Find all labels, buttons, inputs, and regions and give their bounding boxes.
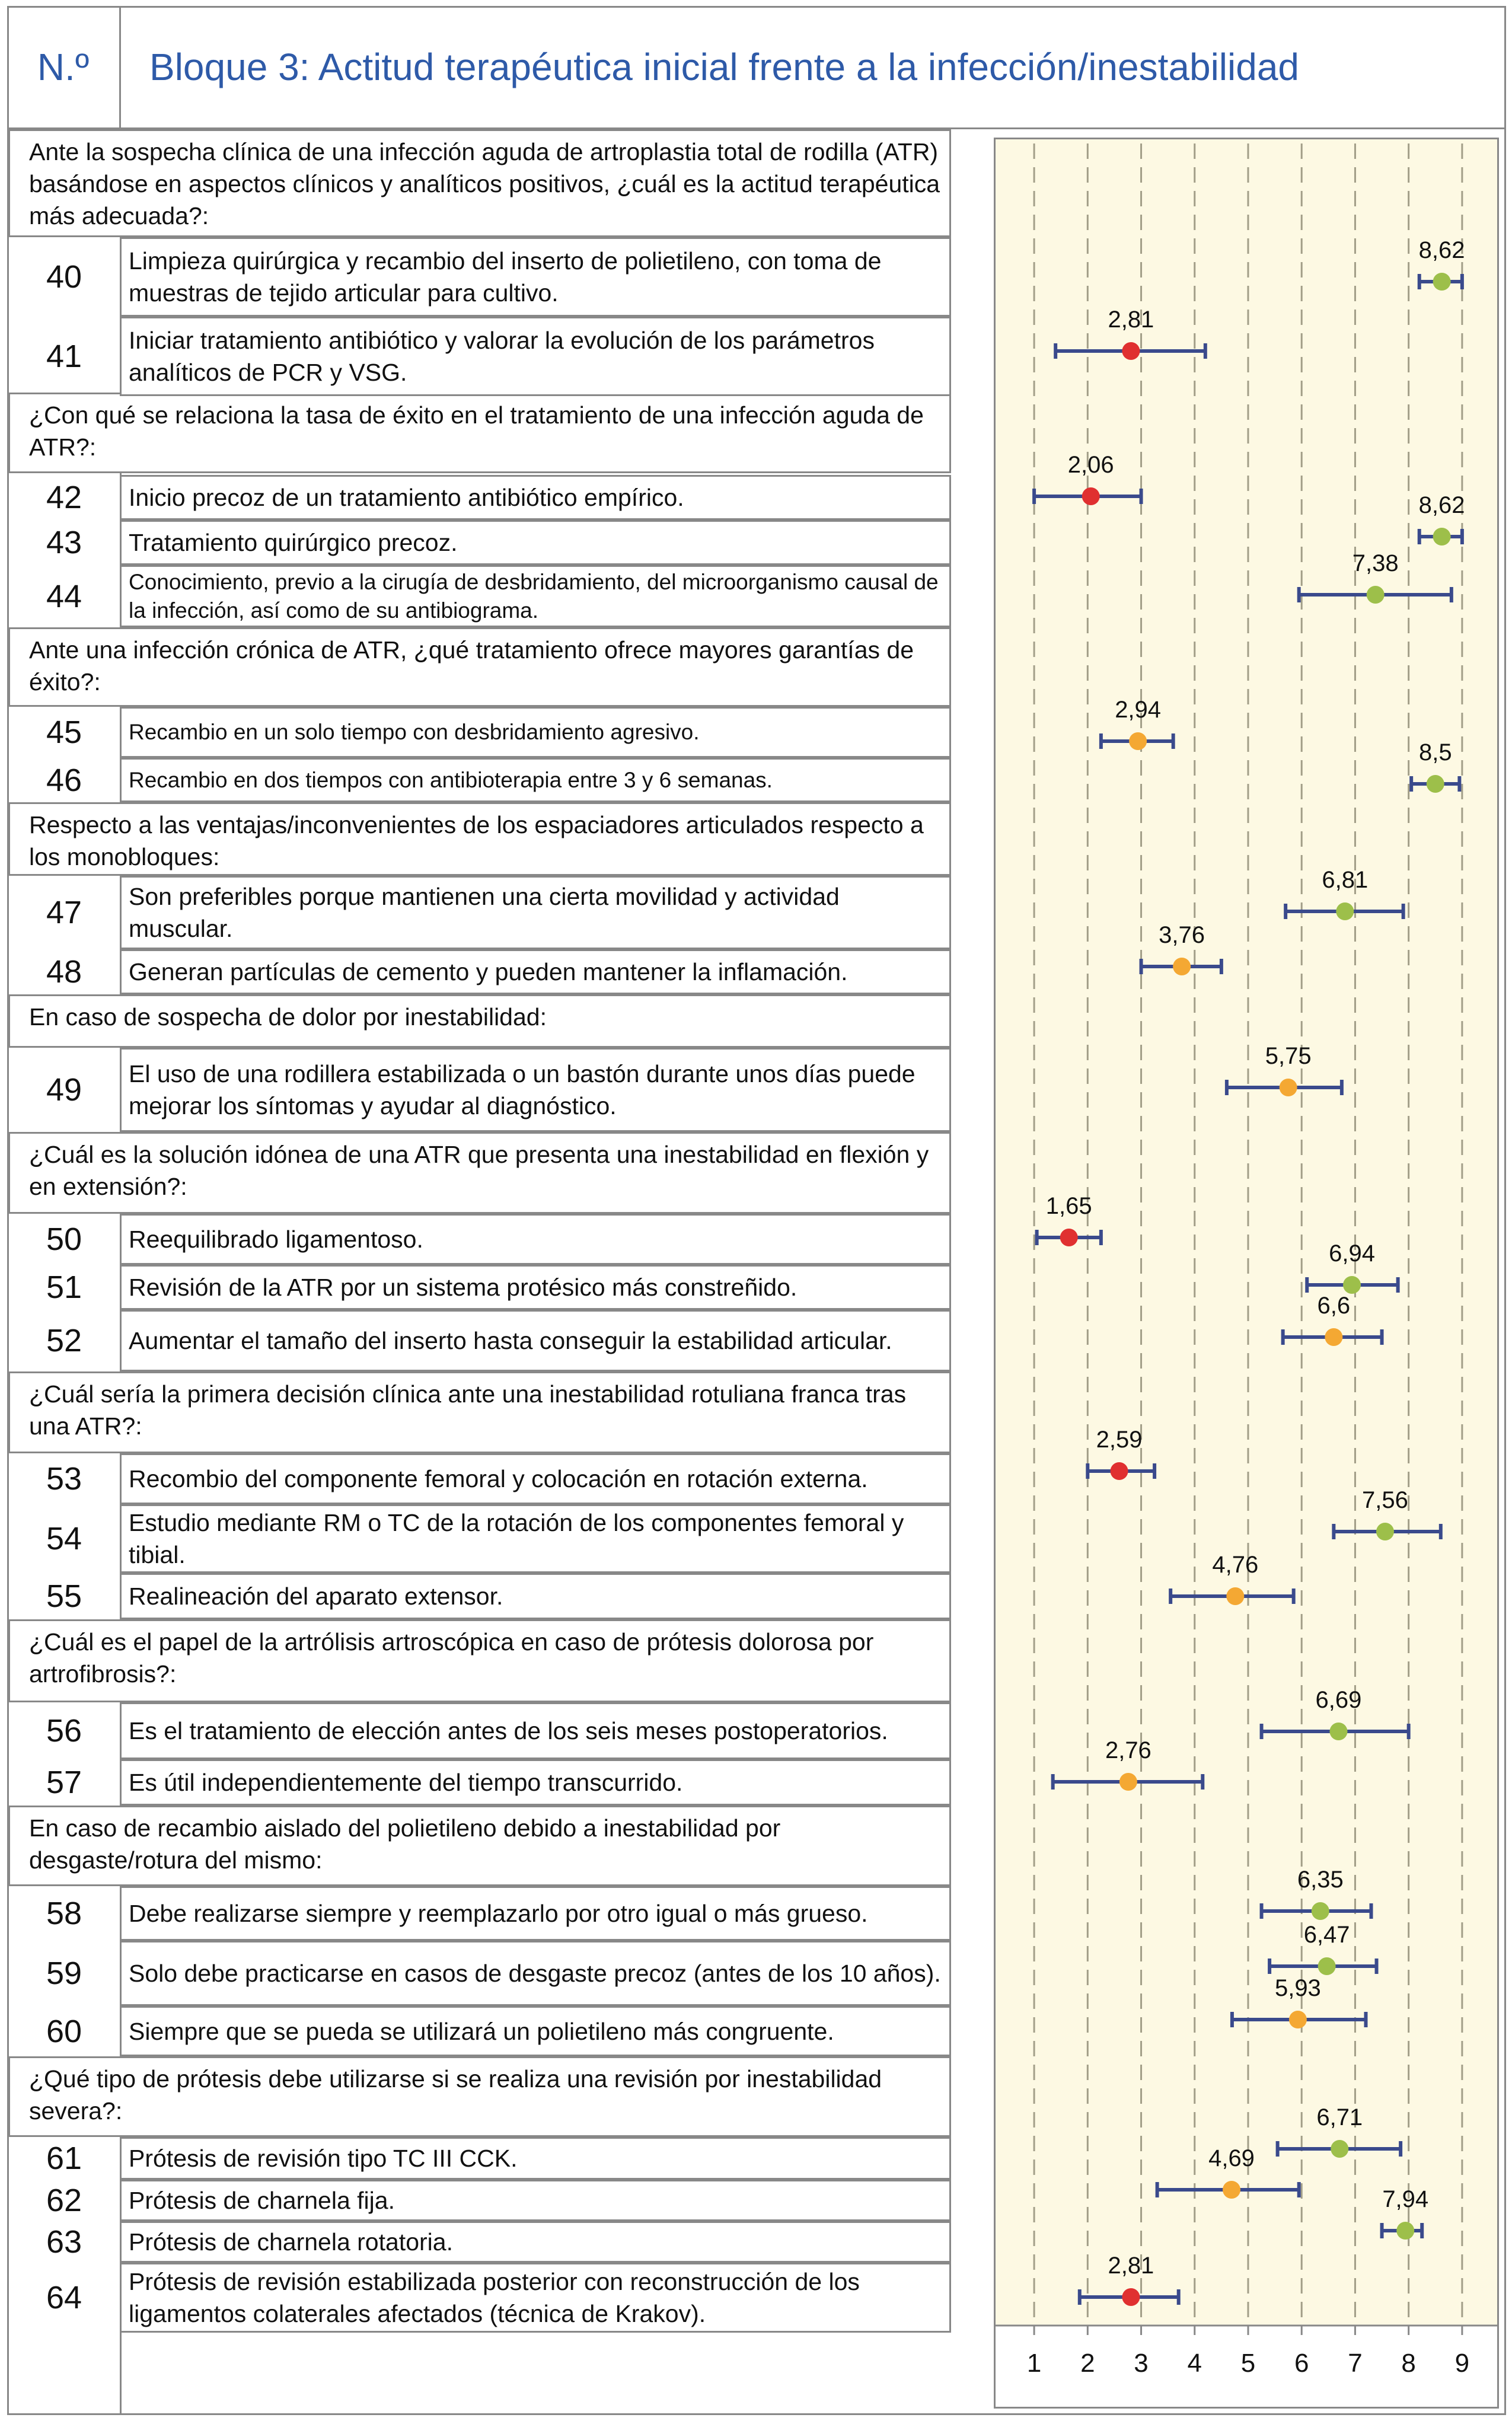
data-label-41: 2,81 [1108, 307, 1154, 333]
item-statement: Son preferibles porque mantienen una cierta movilidad y actividad muscular. [120, 876, 951, 949]
item-statement: Iniciar tratamiento antibiótico y valorar la evolución de los parámetros analíticos de PCR y VSG. [120, 317, 951, 396]
item-statement: Revisión de la ATR por un sistema protésico más constreñido. [120, 1265, 951, 1310]
data-label-54: 7,56 [1362, 1487, 1408, 1513]
item-number: 46 [46, 762, 82, 798]
question-row: Ante una infección crónica de ATR, ¿qué tratamiento ofrece mayores garantías de éxito?: [8, 627, 951, 707]
x-tick-label: 2 [1080, 2349, 1095, 2378]
item-number: 49 [46, 1072, 82, 1108]
data-label-48: 3,76 [1159, 922, 1205, 948]
page-title: Bloque 3: Actitud terapéutica inicial frente a la infección/inestabilidad [149, 45, 1299, 88]
item-statement: Tratamiento quirúrgico precoz. [120, 520, 951, 565]
data-label-51: 6,94 [1329, 1240, 1375, 1267]
median-point-60 [1289, 2011, 1307, 2028]
item-statement: Es útil independientemente del tiempo transcurrido. [120, 1759, 951, 1806]
item-statement: Recambio en un solo tiempo con desbridamiento agresivo. [120, 707, 951, 758]
median-point-49 [1280, 1079, 1297, 1096]
item-statement: Estudio mediante RM o TC de la rotación de los componentes femoral y tibial. [120, 1504, 951, 1573]
x-tick-label: 4 [1187, 2349, 1202, 2378]
data-label-40: 8,62 [1418, 237, 1465, 263]
item-number: 44 [46, 578, 82, 614]
median-point-46 [1427, 775, 1444, 793]
data-label-62: 4,69 [1208, 2145, 1255, 2171]
data-label-64: 2,81 [1108, 2253, 1154, 2279]
median-point-45 [1129, 732, 1147, 750]
question-row: Ante la sospecha clínica de una infección aguda de artroplastia total de rodilla (ATR) basándose en aspectos clínicos y analíticos positivos, ¿cuál es la actitud terapéutica más adecuada?: [8, 129, 951, 237]
data-label-46: 8,5 [1418, 739, 1452, 765]
item-statement: Aumentar el tamaño del inserto hasta conseguir la estabilidad articular. [120, 1310, 951, 1371]
item-number: 41 [46, 339, 82, 374]
item-number: 57 [46, 1765, 82, 1800]
item-number: 40 [46, 259, 82, 295]
data-label-42: 2,06 [1067, 452, 1114, 478]
data-label-52: 6,6 [1317, 1293, 1351, 1319]
median-point-41 [1122, 342, 1140, 360]
item-statement: Conocimiento, previo a la cirugía de desbridamiento, del microorganismo causal de la infección, así como de su antibiograma. [120, 565, 951, 627]
median-point-53 [1111, 1462, 1128, 1480]
question-row: ¿Cuál sería la primera decisión clínica ante una inestabilidad rotuliana franca tras una ATR?: [8, 1371, 951, 1453]
item-number: 45 [46, 715, 82, 750]
median-point-51 [1343, 1276, 1361, 1294]
median-point-63 [1396, 2222, 1414, 2240]
item-number: 60 [46, 2013, 82, 2049]
question-row: ¿Cuál es la solución idónea de una ATR que presenta una inestabilidad en flexión y en extensión?: [8, 1132, 951, 1214]
item-statement: Prótesis de revisión estabilizada posterior con reconstrucción de los ligamentos colaterales afectados (técnica de Krakov). [120, 2263, 951, 2333]
median-point-43 [1433, 528, 1451, 546]
item-statement: Prótesis de charnela fija. [120, 2180, 951, 2221]
data-label-60: 5,93 [1274, 1975, 1321, 2001]
item-number: 53 [46, 1461, 82, 1497]
item-statement: Realineación del aparato extensor. [120, 1573, 951, 1619]
x-tick-label: 9 [1454, 2349, 1470, 2378]
median-point-40 [1433, 273, 1451, 291]
median-point-55 [1226, 1587, 1244, 1605]
item-number: 61 [46, 2141, 82, 2176]
x-tick-label: 5 [1240, 2349, 1256, 2378]
data-label-49: 5,75 [1265, 1043, 1312, 1069]
table-header [7, 6, 1506, 129]
question-row: ¿Cuál es el papel de la artrólisis artroscópica en caso de prótesis dolorosa por artrofibrosis?: [8, 1619, 951, 1702]
item-number: 62 [46, 2183, 82, 2218]
item-statement: Siempre que se pueda se utilizará un polietileno más congruente. [120, 2006, 951, 2056]
item-statement: El uso de una rodillera estabilizada o un bastón durante unos días puede mejorar los síntomas y ayudar al diagnóstico. [120, 1048, 951, 1132]
data-label-43: 8,62 [1418, 492, 1465, 518]
x-tick-label: 3 [1134, 2349, 1149, 2378]
question-row: ¿Qué tipo de prótesis debe utilizarse si se realiza una revisión por inestabilidad severa?: [8, 2056, 951, 2137]
item-number: 56 [46, 1713, 82, 1749]
item-number: 42 [46, 480, 82, 515]
median-point-64 [1122, 2288, 1140, 2306]
median-point-54 [1376, 1523, 1394, 1540]
median-point-58 [1312, 1902, 1329, 1920]
question-row: Respecto a las ventajas/inconvenientes de los espaciadores articulados respecto a los monobloques: [8, 802, 951, 876]
data-label-57: 2,76 [1105, 1737, 1151, 1763]
item-statement: Prótesis de charnela rotatoria. [120, 2221, 951, 2263]
median-point-57 [1119, 1773, 1137, 1791]
data-label-53: 2,59 [1096, 1427, 1143, 1453]
median-point-44 [1367, 586, 1385, 604]
median-point-59 [1318, 1957, 1336, 1975]
item-statement: Prótesis de revisión tipo TC III CCK. [120, 2137, 951, 2180]
item-statement: Generan partículas de cemento y pueden mantener la inflamación. [120, 949, 951, 994]
number-column-header: N.º [7, 6, 121, 127]
item-number: 63 [46, 2224, 82, 2260]
item-number: 51 [46, 1269, 82, 1305]
item-statement: Inicio precoz de un tratamiento antibiótico empírico. [120, 475, 951, 520]
data-label-50: 1,65 [1045, 1193, 1092, 1219]
data-label-58: 6,35 [1297, 1867, 1344, 1893]
x-tick-label: 8 [1401, 2349, 1416, 2378]
median-point-61 [1331, 2140, 1348, 2158]
item-number: 59 [46, 1956, 82, 1991]
item-number: 55 [46, 1578, 82, 1614]
item-statement: Limpieza quirúrgica y recambio del inserto de polietileno, con toma de muestras de tejido articular para cultivo. [120, 237, 951, 317]
x-tick-label: 7 [1348, 2349, 1363, 2378]
median-point-52 [1325, 1328, 1342, 1346]
median-point-42 [1082, 487, 1100, 505]
item-number: 54 [46, 1521, 82, 1556]
question-row: En caso de sospecha de dolor por inestabilidad: [8, 994, 951, 1048]
question-row: En caso de recambio aislado del polietileno debido a inestabilidad por desgaste/rotura del mismo: [8, 1806, 951, 1886]
item-number: 48 [46, 954, 82, 990]
data-label-44: 7,38 [1352, 550, 1399, 576]
item-statement: Es el tratamiento de elección antes de los seis meses postoperatorios. [120, 1702, 951, 1759]
data-label-45: 2,94 [1115, 697, 1162, 723]
question-row: ¿Con qué se relaciona la tasa de éxito en el tratamiento de una infección aguda de ATR?: [8, 393, 951, 473]
item-number: 43 [46, 525, 82, 560]
item-statement: Solo debe practicarse en casos de desgaste precoz (antes de los 10 años). [120, 1941, 951, 2006]
item-number: 64 [46, 2280, 82, 2315]
data-label-56: 6,69 [1315, 1687, 1362, 1713]
consensus-chart [994, 138, 1499, 2409]
data-label-55: 4,76 [1212, 1552, 1259, 1578]
median-point-48 [1173, 958, 1191, 975]
median-point-47 [1336, 902, 1354, 920]
x-tick-label: 1 [1026, 2349, 1042, 2378]
item-number: 58 [46, 1896, 82, 1931]
item-statement: Reequilibrado ligamentoso. [120, 1214, 951, 1265]
median-point-56 [1329, 1723, 1347, 1740]
data-label-59: 6,47 [1303, 1922, 1350, 1948]
data-label-61: 6,71 [1316, 2104, 1363, 2130]
item-statement: Recambio en dos tiempos con antibioterapia entre 3 y 6 semanas. [120, 758, 951, 802]
item-statement: Debe realizarse siempre y reemplazarlo por otro igual o más grueso. [120, 1886, 951, 1941]
item-statement: Recombio del componente femoral y colocación en rotación externa. [120, 1453, 951, 1504]
median-point-62 [1223, 2181, 1240, 2199]
data-label-47: 6,81 [1322, 867, 1369, 893]
x-tick-label: 6 [1294, 2349, 1309, 2378]
item-number: 47 [46, 895, 82, 930]
item-number: 52 [46, 1323, 82, 1358]
data-label-63: 7,94 [1382, 2186, 1429, 2212]
item-number: 50 [46, 1221, 82, 1257]
median-point-50 [1060, 1229, 1078, 1246]
